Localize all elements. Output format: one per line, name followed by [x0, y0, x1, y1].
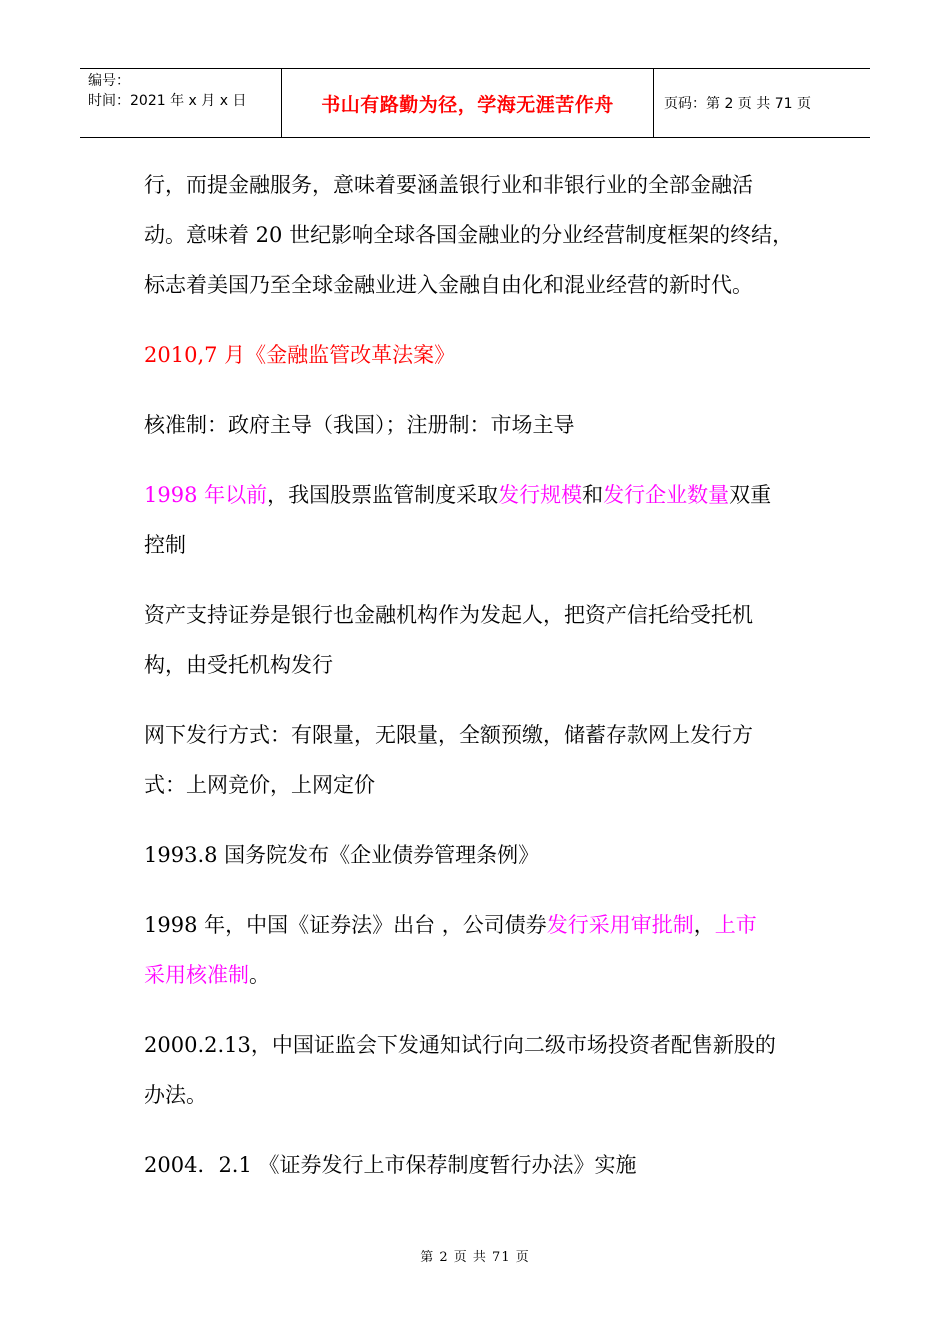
paragraph-7: 1993.8 国务院发布《企业债券管理条例》: [144, 843, 540, 867]
text-line: 标志着美国乃至全球金融业进入金融自由化和混业经营的新时代。: [144, 273, 753, 297]
body-text: 。: [249, 963, 270, 987]
header-table: [80, 68, 870, 138]
page-label: 页码：第 2 页 共 71 页: [664, 96, 811, 112]
body-text: ，我国股票监管制度采取: [267, 483, 499, 507]
paragraph-10: 2004．2.1 《证券发行上市保荐制度暂行办法》实施: [144, 1153, 637, 1177]
document-body: [144, 160, 824, 1190]
text-line: [144, 950, 824, 1000]
time-label: 时间：2021 年 x 月 x 日: [88, 93, 247, 109]
paragraph-8: [144, 900, 824, 1000]
body-text: 双重: [729, 483, 772, 507]
highlight-text: 发行采用审批制: [546, 913, 694, 937]
text-line: 动。意味着 20 世纪影响全球各国金融业的分业经营制度框架的终结，: [144, 223, 794, 247]
text-line: 网下发行方式：有限量，无限量，全额预缴，储蓄存款网上发行方: [144, 723, 753, 747]
paragraph-6: [144, 710, 824, 810]
text-line: 办法。: [144, 1083, 207, 1107]
highlight-text: 1998 年以前: [144, 483, 268, 507]
header-motto-cell: [282, 69, 654, 137]
paragraph-9: [144, 1020, 824, 1120]
paragraph-5: [144, 590, 824, 690]
page-footer: 第 2 页 共 71 页: [420, 1250, 530, 1265]
body-text: 和: [582, 483, 604, 507]
highlight-text: 上市: [714, 913, 757, 937]
highlight-text: 发行规模: [498, 483, 583, 507]
paragraph-3: 核准制：政府主导（我国）；注册制：市场主导: [144, 413, 575, 437]
header-page-cell: [654, 69, 870, 137]
text-line: 式：上网竞价，上网定价: [144, 773, 375, 797]
text-line: 资产支持证券是银行也金融机构作为发起人，把资产信托给受托机: [144, 603, 753, 627]
highlight-text: 采用核准制: [144, 963, 249, 987]
motto: 书山有路勤为径，学海无涯苦作舟: [321, 93, 614, 116]
text-line: 构，由受托机构发行: [144, 653, 333, 677]
header-left-cell: [80, 69, 282, 137]
body-text: ，: [693, 913, 715, 937]
text-line: [144, 470, 824, 520]
text-line: [144, 900, 824, 950]
number-label: 编号：: [88, 73, 130, 89]
paragraph-2: 2010,7 月《金融监管改革法案》: [144, 343, 456, 367]
paragraph-1: [144, 160, 824, 310]
text-line: 行，而提金融服务，意味着要涵盖银行业和非银行业的全部金融活: [144, 173, 753, 197]
text-line: 2000.2.13，中国证监会下发通知试行向二级市场投资者配售新股的: [144, 1033, 776, 1057]
body-text: 1998 年，中国《证券法》出台 ，公司债券: [144, 913, 547, 937]
text-line: 控制: [144, 533, 186, 557]
paragraph-4: [144, 470, 824, 570]
highlight-text: 发行企业数量: [603, 483, 730, 507]
